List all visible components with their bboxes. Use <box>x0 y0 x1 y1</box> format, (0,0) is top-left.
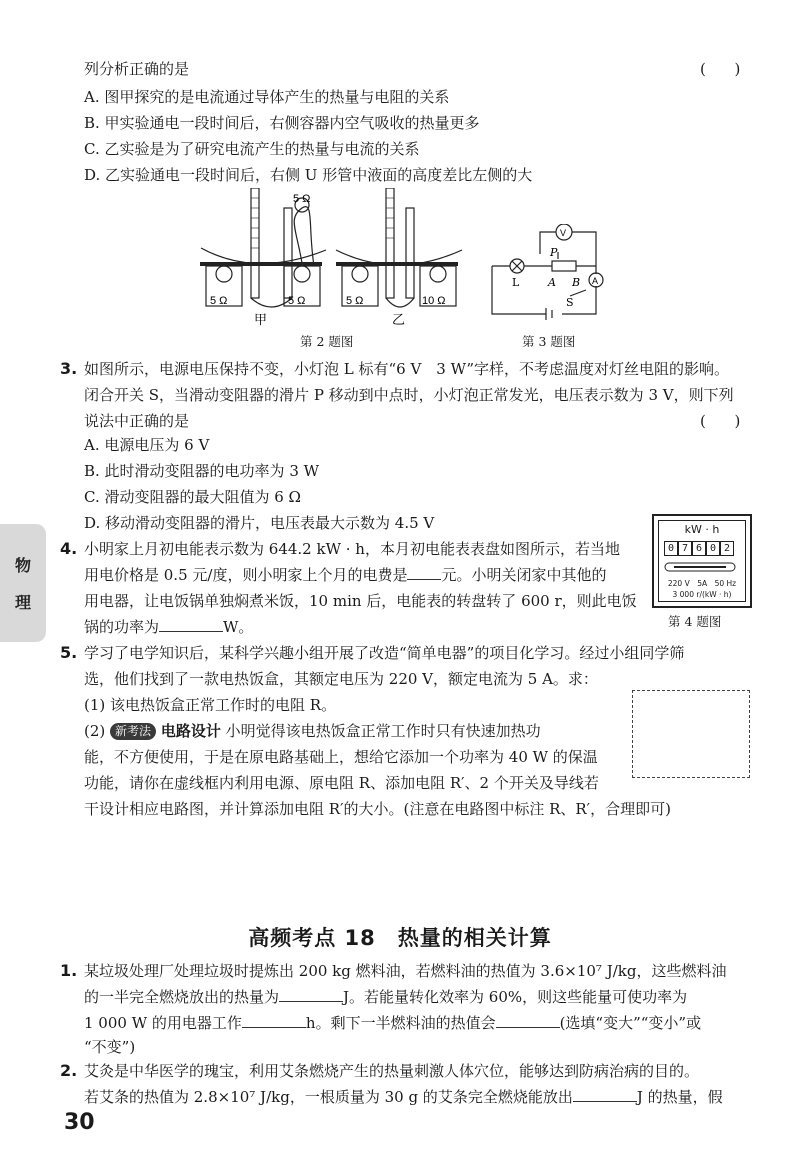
q4-blank-power[interactable] <box>159 617 223 632</box>
new-method-tag: 新考法 <box>110 723 156 740</box>
q5-sub-2-line-4: 干设计相应电路图，并计算添加电阻 R′的大小。(注意在电路图中标注 R、R′，合理即可) <box>84 800 671 818</box>
meter-digit: 6 <box>692 541 706 556</box>
question-3-number: 3. <box>60 359 78 378</box>
q3-option-c: C. 滑动变阻器的最大阻值为 6 Ω <box>84 488 301 506</box>
q4-line-1: 小明家上月初电能表示数为 644.2 kW · h，本月初电能表表盘如图所示，若当地 <box>84 540 620 558</box>
meter-spec-2: 3 000 r/(kW · h) <box>672 590 732 599</box>
q4-line-4 <box>84 616 253 638</box>
q3-option-d: D. 移动滑动变阻器的滑片，电压表最大示数为 4.5 V <box>84 514 435 532</box>
s2-line-2a: 若艾条的热值为 2.8×10⁷ J/kg，一根质量为 30 g 的艾条完全燃烧能放出 <box>84 1088 573 1106</box>
q3-answer-paren[interactable]: ( ) <box>700 412 741 430</box>
s1-blank-heat[interactable] <box>279 987 343 1002</box>
side-tab-char-2: 理 <box>14 593 31 612</box>
meter-digit: 0 <box>664 541 678 556</box>
jia-tube-left <box>251 188 259 298</box>
meter-spec-1: 220 V 5A 50 Hz <box>667 579 737 588</box>
q4-line-4b: W。 <box>223 618 254 636</box>
q4-line-4a: 锅的功率为 <box>84 618 160 636</box>
figure-3-caption: 第 3 题图 <box>522 334 576 349</box>
q3-line-3: 说法中正确的是 <box>84 412 190 430</box>
q5-line-2: 选，他们找到了一款电热饭盒，其额定电压为 220 V，额定电流为 5 A。求： <box>84 670 598 688</box>
fig3-point-b: B <box>572 276 581 289</box>
fig2-top-resistor-label: 5 Ω <box>293 193 311 205</box>
side-tab-char-1: 物 <box>14 556 31 575</box>
q4-line-2 <box>84 564 606 586</box>
s1-line-4: “不变”) <box>84 1038 136 1056</box>
energy-meter <box>652 514 752 608</box>
meter-digit: 2 <box>720 541 734 556</box>
q3-line-1: 如图所示，电源电压保持不变，小灯泡 L 标有“6 V 3 W”字样，不考虑温度对灯丝电阻的影响。 <box>84 360 729 378</box>
q3-option-b: B. 此时滑动变阻器的电功率为 3 W <box>84 462 320 480</box>
q5-sub-2-text-1: 小明觉得该电热饭盒正常工作时只有快速加热功 <box>225 722 541 740</box>
s2-line-2b: J 的热量，假 <box>636 1088 723 1106</box>
question-5-number: 5. <box>60 643 78 662</box>
page-number: 30 <box>64 1110 95 1135</box>
s1-line-3b: h。剩下一半燃料油的热值会 <box>305 1014 496 1032</box>
meter-disc-icon <box>664 560 736 574</box>
s1-blank-value-change[interactable] <box>496 1013 560 1028</box>
figure-2-diagram <box>196 188 466 338</box>
section-q2-number: 2. <box>60 1061 78 1080</box>
fig3-point-a: A <box>548 276 556 289</box>
q3-option-a: A. 电源电压为 6 V <box>84 436 210 454</box>
intro-text: 列分析正确的是 <box>84 60 190 78</box>
fig2-yi-right-label: 10 Ω <box>422 295 446 307</box>
s1-line-3a: 1 000 W 的用电器工作 <box>84 1014 242 1032</box>
q5-sub-1: (1) 该电热饭盒正常工作时的电阻 R。 <box>84 696 337 714</box>
q4-line-3: 用电器，让电饭锅单独焖煮米饭，10 min 后，电能表的转盘转了 600 r，则此电饭 <box>84 592 637 610</box>
fig3-ammeter: A <box>592 276 599 286</box>
q4-line-2b: 元。小明关闭家中其他的 <box>441 566 607 584</box>
option-a: A. 图甲探究的是电流通过导体产生的热量与电阻的关系 <box>84 88 450 106</box>
figure-4-caption: 第 4 题图 <box>668 614 722 629</box>
meter-unit: kW · h <box>684 523 720 536</box>
fig3-slider-p: P <box>550 246 558 259</box>
fig3-switch-label: S <box>566 296 574 309</box>
section-q1-number: 1. <box>60 961 78 980</box>
s1-line-2a: 的一半完全燃烧放出的热量为 <box>84 988 280 1006</box>
q4-line-2a: 用电价格是 0.5 元/度，则小明家上个月的电费是 <box>84 566 408 584</box>
fig3-lamp-label: L <box>512 276 520 289</box>
q5-line-1: 学习了电学知识后，某科学兴趣小组开展了改造“简单电器”的项目化学习。经过小组同学筛 <box>84 644 685 662</box>
section-heading: 高频考点 18 热量的相关计算 <box>248 926 552 950</box>
jia-tube-right <box>284 208 292 298</box>
figure-2-caption: 第 2 题图 <box>300 334 354 349</box>
fig2-jia-left-label: 5 Ω <box>210 295 228 307</box>
fig2-jia-right-label: 5 Ω <box>288 295 306 307</box>
fig2-yi-left-label: 5 Ω <box>346 295 364 307</box>
circuit-drawing-box[interactable] <box>632 690 750 778</box>
fig2-label-yi: 乙 <box>392 313 406 328</box>
question-4-number: 4. <box>60 539 78 558</box>
fig2-label-jia: 甲 <box>254 313 268 328</box>
fig3-voltmeter: V <box>560 228 567 238</box>
s1-line-2 <box>84 986 687 1008</box>
q3-line-2: 闭合开关 S，当滑动变阻器的滑片 P 移动到中点时，小灯泡正常发光，电压表示数为 3 V，则下列 <box>84 386 734 404</box>
q5-sub-2-line-2: 能，不方便使用，于是在原电路基础上，想给它添加一个功率为 40 W 的保温 <box>84 748 598 766</box>
s1-line-3c: (选填“变大”“变小”或 <box>559 1014 702 1032</box>
s2-line-1: 艾灸是中华医学的瑰宝，利用艾条燃烧产生的热量刺激人体穴位，能够达到防病治病的目的。 <box>84 1062 700 1080</box>
s2-blank-heat[interactable] <box>573 1087 637 1102</box>
q5-sub-2-line-3: 功能，请你在虚线框内利用电源、原电阻 R、添加电阻 R′、2 个开关及导线若 <box>84 774 599 792</box>
q5-sub-2-title: 电路设计 <box>160 722 221 740</box>
option-d: D. 乙实验通电一段时间后，右侧 U 形管中液面的高度差比左侧的大 <box>84 166 533 184</box>
s1-line-1: 某垃圾处理厂处理垃圾时提炼出 200 kg 燃料油，若燃料油的热值为 3.6×10⁷ J/kg，这些燃料油 <box>84 962 727 980</box>
s1-blank-hours[interactable] <box>242 1013 306 1028</box>
option-c: C. 乙实验是为了研究电流产生的热量与电流的关系 <box>84 140 420 158</box>
figure-3-circuit <box>486 224 616 324</box>
subject-side-tab <box>0 524 46 642</box>
meter-digit: 0 <box>706 541 720 556</box>
q5-sub-2-prefix: (2) <box>84 722 106 740</box>
s1-line-3 <box>84 1012 701 1034</box>
meter-digits <box>664 541 734 556</box>
option-b: B. 甲实验通电一段时间后，右侧容器内空气吸收的热量更多 <box>84 114 480 132</box>
s2-line-2 <box>84 1086 723 1108</box>
q5-sub-2-line-1 <box>84 720 541 742</box>
s1-line-2b: J。若能量转化效率为 60%，则这些能量可使功率为 <box>343 988 688 1006</box>
answer-paren[interactable]: ( ) <box>700 60 741 78</box>
meter-digit: 7 <box>678 541 692 556</box>
q4-blank-cost[interactable] <box>407 565 441 580</box>
